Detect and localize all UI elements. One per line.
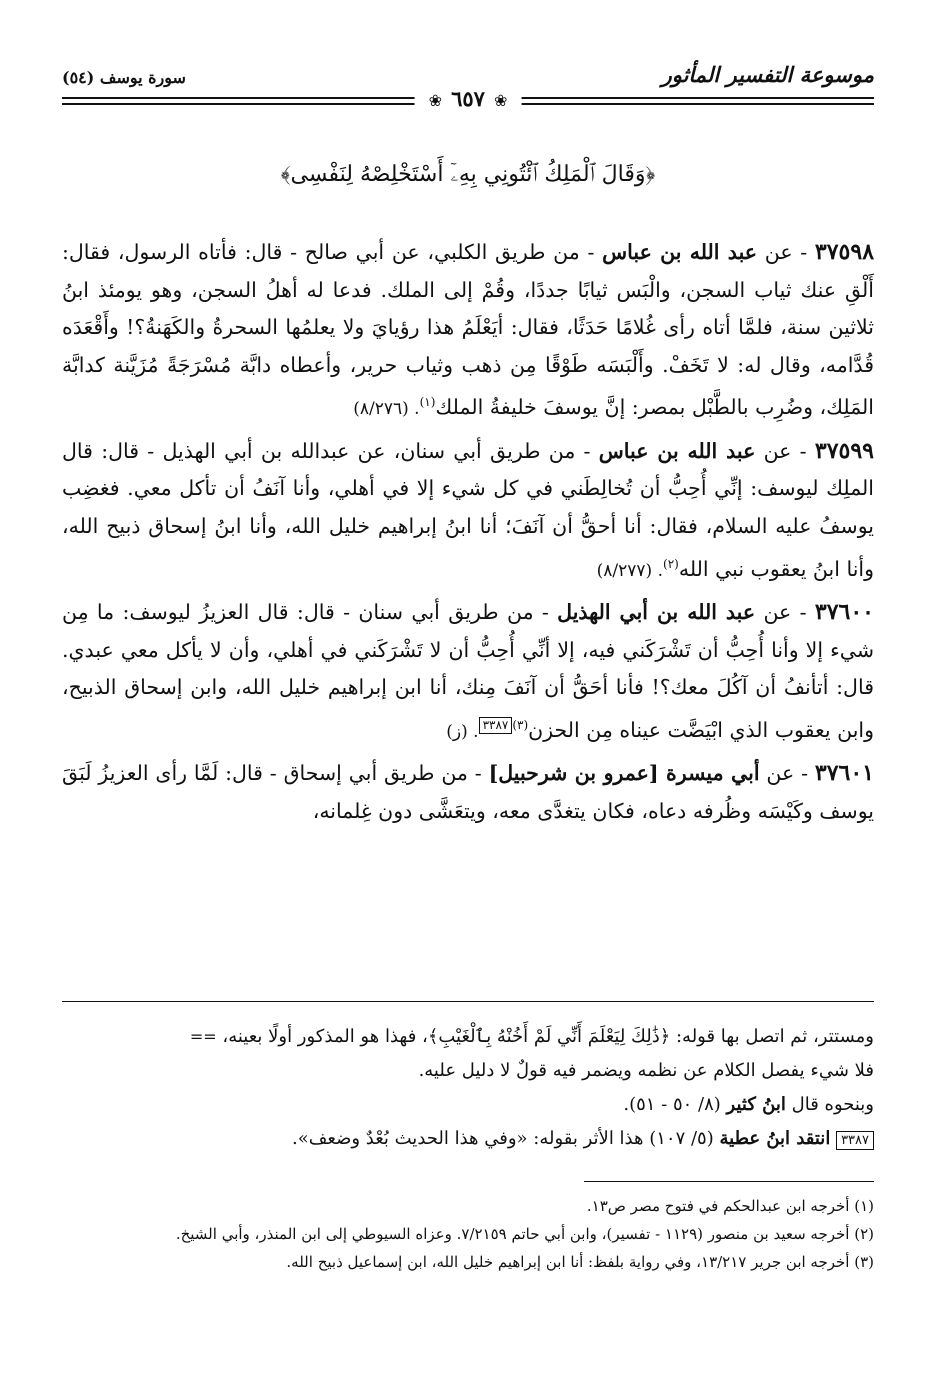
footnote-marker: (٣): [512, 717, 529, 732]
continuation-mark: ==: [189, 1027, 217, 1046]
narration-text: - من طريق أبي سنان، عن عبدالله بن أبي الهذيل - قال: قال الملِك ليوسف: إنِّي أُحِبُّ أن تُخالِطَني في كل شيء إلا في أهلي، وأنا آنَفُ أن تأكل معي. فغضِب يوسفُ عليه السلام، فقال: أنا أحقُّ أن آنَفَ؛ أنا ابنُ إبراهيم خليل الله، وأنا ابنُ إسحاق ذبيح الله، وأنا ابنُ يعقوب نبي الله: [62, 438, 874, 581]
book-title: موسوعة التفسير المأثور: [661, 62, 874, 87]
footnote: (١) أخرجه ابن عبدالحكم في فتوح مصر ص١٣.: [586, 1197, 874, 1215]
footnote: (٢) أخرجه سعيد بن منصور (١١٢٩ - تفسير)، وابن أبي حاتم ٧/٢١٥٩. وعزاه السيوطي إلى ابن المنذر، وأبي الشيخ.: [175, 1225, 874, 1243]
commentary-line: فلا شيء يفصل الكلام عن نظمه ويضمر فيه قولٌ لا دليل عليه.: [418, 1060, 874, 1081]
verse-heading: ﴿وَقَالَ ٱلْمَلِكُ ٱئْتُونِي بِهِۦٓ أَسْتَخْلِصْهُ لِنَفْسِى﴾: [280, 162, 656, 187]
commentary-text: (٥/ ١٠٧) هذا الأثر بقوله: «وفي هذا الحديث بُعْدٌ وضعف».: [292, 1128, 714, 1149]
narrator-name: عبد الله بن عباس: [602, 240, 757, 264]
narrator-name: عبد الله بن عباس: [598, 438, 756, 463]
page-header: [62, 58, 874, 118]
commentary-ref-box[interactable]: ٣٣٨٧: [479, 717, 513, 734]
narration-number: ٣٧٥٩٨: [814, 239, 875, 265]
narration-number: ٣٧٦٠١: [814, 760, 874, 787]
entry-prefix: - عن: [766, 761, 809, 786]
entry-prefix: - عن: [763, 600, 807, 624]
narration-entry: [62, 234, 874, 429]
narrator-name: أبي ميسرة [عمرو بن شرحبيل]: [488, 761, 760, 786]
entry-prefix: - عن: [763, 438, 807, 463]
narration-text: - من طريق الكلبي، عن أبي صالح - قال: فأتاه الرسول، فقال: أَلْقِ عنك ثياب السجن، والْبَس ثيابًا جددًا، وقُمْ إلى الملك. فدعا له أهلُ السجن، وهو يومئذ ابنُ ثلاثين سنة، فلمَّا أتاه رأى غُلامًا حَدَثًا، فقال: أيَعْلَمُ هذا رؤيايَ ولا يعلمُها السحرةُ والكَهَنةُ؟! وأَقْعَدَه قُدَّامه، وقال له: لا تَخَفْ. وأَلْبَسَه طَوْقًا مِن ذهب وثياب حرير، وأعطاه دابَّة مُسْرَجَةً مُزَيَّنة كدابَّة المَلِك، وضُرِب بالطَّبْل بمصر: إنَّ يوسفَ خليفةُ الملك: [62, 240, 874, 420]
footnote: (٣) أخرجه ابن جرير ١٣/٢١٧، وفي رواية بلفظ: أنا ابن إبراهيم خليل الله، ابن إسماعيل ذبيح الله.: [286, 1253, 874, 1271]
volume-reference: . (ز): [446, 721, 479, 742]
page-number-block: [415, 86, 522, 111]
narration-entry: [62, 433, 874, 590]
ornament-icon: ❀: [428, 91, 442, 110]
scholar-name: ابنُ كثير: [726, 1094, 786, 1115]
narrations: [62, 234, 874, 834]
commentary-reference: (٨/ ٥٠ - ٥١).: [623, 1094, 721, 1115]
section-divider: [62, 1001, 874, 1002]
volume-reference: . (٨/٢٧٧): [596, 560, 663, 581]
narration-number: ٣٧٥٩٩: [814, 437, 874, 464]
commentary-line: [62, 1088, 874, 1122]
narration-entry: [62, 755, 874, 830]
narrator-name: عبد الله بن أبي الهذيل: [557, 600, 756, 624]
commentary-text: ومستتر، ثم اتصل بها قوله: ﴿ذَٰلِكَ لِيَعْلَمَ أَنِّي لَمْ أَخُنْهُ بِٱلْغَيْبِ﴾، فهذا هو المذكور أولًا بعينه،: [222, 1026, 874, 1047]
commentary-line: [62, 1020, 874, 1054]
narration-entry: [62, 594, 874, 751]
footnote-divider: [584, 1181, 874, 1182]
volume-reference: . (٨/٢٧٦): [353, 399, 420, 420]
commentary-line: [62, 1122, 874, 1156]
narration-text: - من طريق أبي سنان - قال: قال العزيزُ ليوسف: ما مِن شيء إلا وأنا أُحِبُّ أن تَشْرَكَني فيه، إلا أنِّي أُحِبُّ أن لا تَشْرَكَني في أهلي، وأن لا يأكل معي عبدي. قال: أتأنفُ أن آكُلَ معك؟! فأنا أحَقُّ أن آنَفَ مِنك، أنا ابن إبراهيم خليل الله، وابن إسحاق الذبيح، وابن يعقوب الذي ابْيَضَّت عيناه مِن الحزن: [62, 600, 874, 742]
entry-prefix: - عن: [764, 240, 808, 264]
narration-text: - من طريق أبي إسحاق - قال: لَمَّا رأى العزيزُ لَبَقَ يوسف وكَيْسَه وظُرفه دعاه، فكان يتغدَّى معه، ويتعَشَّى دون غِلمانه،: [62, 761, 874, 823]
commentary-prefix: وبنحوه قال: [791, 1094, 874, 1115]
footnote-marker: (٢): [663, 556, 679, 571]
commentary-section: [62, 1020, 874, 1156]
commentary-number-box: ٣٣٨٧: [836, 1131, 874, 1150]
page-number: ٦٥٧: [451, 86, 485, 111]
footnote-marker: (١): [419, 395, 436, 410]
surah-title: سورة يوسف (٥٤): [62, 68, 186, 87]
footnotes: [62, 1192, 874, 1276]
narration-number: ٣٧٦٠٠: [814, 599, 874, 625]
scholar-name: انتقد ابنُ عطية: [719, 1128, 831, 1149]
ornament-icon: ❀: [494, 91, 508, 110]
